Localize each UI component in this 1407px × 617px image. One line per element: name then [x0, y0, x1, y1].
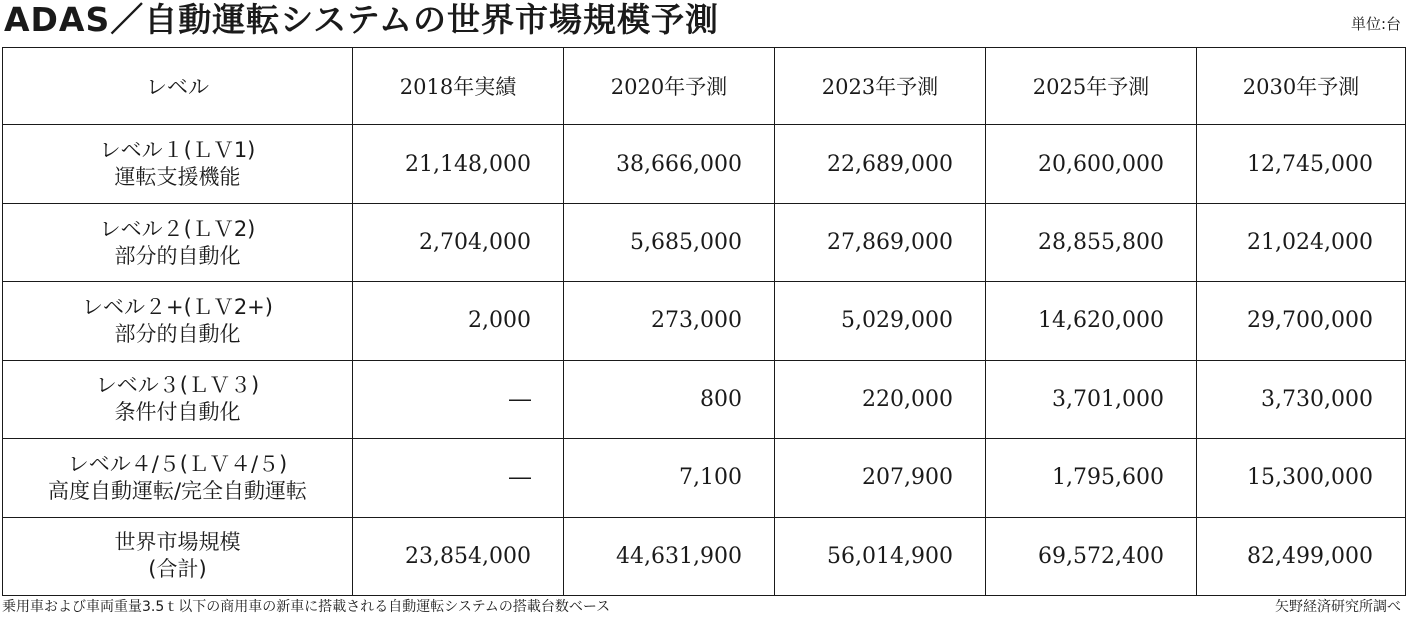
value-2023: 207,900 [775, 439, 986, 517]
value-2020: 7,100 [564, 439, 775, 517]
value-2030: 82,499,000 [1197, 517, 1406, 595]
value-2023: 22,689,000 [775, 125, 986, 203]
value-2025: 20,600,000 [986, 125, 1197, 203]
level-description: 条件付自動化 [114, 400, 241, 425]
level-name: レベル２(ＬＶ2) [99, 216, 256, 241]
total-name: 世界市場規模 [114, 530, 241, 555]
page-title: ADAS／自動運転システムの世界市場規模予測 [4, 0, 719, 39]
header-2025: 2025年予測 [986, 48, 1197, 125]
value-2030: 29,700,000 [1197, 282, 1406, 360]
level-description: 部分的自動化 [114, 321, 241, 346]
row-label [3, 282, 353, 360]
row-label [3, 203, 353, 281]
value-2025: 14,620,000 [986, 282, 1197, 360]
value-2025: 69,572,400 [986, 517, 1197, 595]
value-2020: 44,631,900 [564, 517, 775, 595]
value-2018: ― [353, 439, 564, 517]
value-2023: 5,029,000 [775, 282, 986, 360]
level-description: 部分的自動化 [114, 243, 241, 268]
value-2023: 56,014,900 [775, 517, 986, 595]
value-2018: 23,854,000 [353, 517, 564, 595]
table-row-lv4-5 [3, 439, 1406, 517]
unit-label: 単位:台 [1350, 15, 1401, 33]
value-2025: 1,795,600 [986, 439, 1197, 517]
value-2030: 21,024,000 [1197, 203, 1406, 281]
value-2023: 27,869,000 [775, 203, 986, 281]
source-credit: 矢野経済研究所調べ [1275, 599, 1401, 615]
value-2020: 5,685,000 [564, 203, 775, 281]
value-2030: 15,300,000 [1197, 439, 1406, 517]
table-row-lv2 [3, 203, 1406, 281]
row-label [3, 360, 353, 438]
value-2018: 2,000 [353, 282, 564, 360]
market-forecast-table [2, 47, 1406, 596]
table-header-row [3, 48, 1406, 125]
table-row-lv2-plus [3, 282, 1406, 360]
level-name: レベル４/５(ＬＶ４/５) [67, 451, 288, 476]
header-2023: 2023年予測 [775, 48, 986, 125]
value-2018: 2,704,000 [353, 203, 564, 281]
row-label [3, 439, 353, 517]
value-2018: 21,148,000 [353, 125, 564, 203]
table-row-total [3, 517, 1406, 595]
value-2020: 38,666,000 [564, 125, 775, 203]
table-row-lv1 [3, 125, 1406, 203]
value-2030: 12,745,000 [1197, 125, 1406, 203]
row-label [3, 125, 353, 203]
level-description: 高度自動運転/完全自動運転 [47, 478, 308, 503]
value-2020: 800 [564, 360, 775, 438]
value-2020: 273,000 [564, 282, 775, 360]
level-name: レベル３(ＬＶ３) [95, 373, 260, 398]
header-2030: 2030年予測 [1197, 48, 1406, 125]
value-2030: 3,730,000 [1197, 360, 1406, 438]
header-level: レベル [3, 48, 353, 125]
level-name: レベル２+(ＬＶ2+) [82, 294, 273, 319]
value-2023: 220,000 [775, 360, 986, 438]
value-2018: ― [353, 360, 564, 438]
header-2018: 2018年実績 [353, 48, 564, 125]
value-2025: 3,701,000 [986, 360, 1197, 438]
table-row-lv3 [3, 360, 1406, 438]
level-name: レベル１(ＬＶ1) [99, 138, 256, 163]
value-2025: 28,855,800 [986, 203, 1197, 281]
row-label [3, 517, 353, 595]
level-description: 運転支援機能 [114, 165, 241, 190]
header-2020: 2020年予測 [564, 48, 775, 125]
total-description: (合計) [148, 557, 207, 582]
footnote: 乗用車および車両重量3.5ｔ以下の商用車の新車に搭載される自動運転システムの搭載台数ベース [2, 599, 611, 615]
